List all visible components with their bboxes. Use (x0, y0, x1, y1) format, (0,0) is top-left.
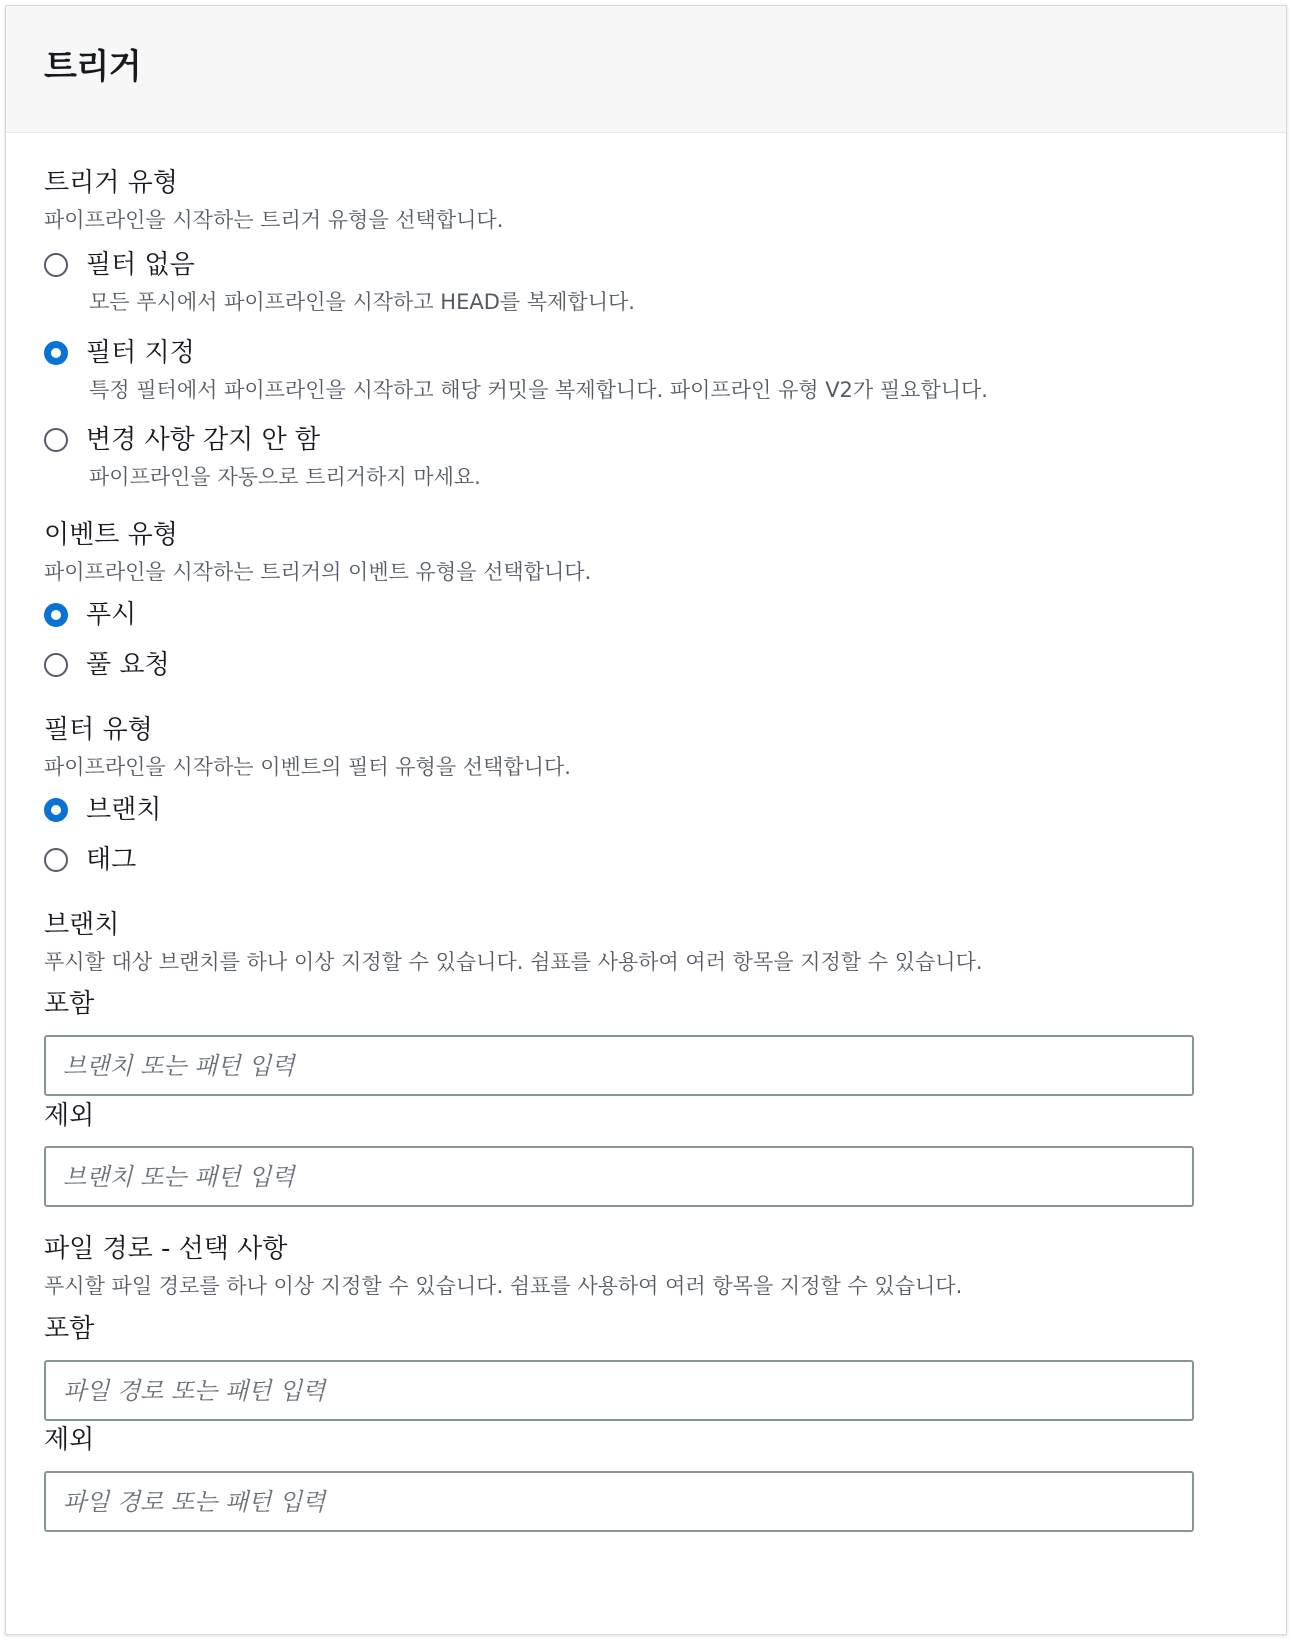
radio-pull-request[interactable] (44, 649, 170, 681)
file-paths-exclude-label: 제외 (44, 1425, 95, 1455)
radio-push[interactable] (44, 599, 136, 631)
radio-specify-filter-label: 필터 지정 (86, 338, 195, 368)
branches-description: 푸시할 대상 브랜치를 하나 이상 지정할 수 있습니다. 쉼표를 사용하여 여러 항목을 지정할 수 있습니다. (44, 950, 983, 974)
radio-no-detect-description: 파이프라인을 자동으로 트리거하지 마세요. (89, 465, 481, 489)
radio-branch-circle[interactable] (44, 798, 68, 822)
radio-specify-filter[interactable] (44, 337, 195, 369)
radio-no-filter-description: 모든 푸시에서 파이프라인을 시작하고 HEAD를 복제합니다. (89, 290, 635, 314)
filter-type-label: 필터 유형 (44, 715, 153, 745)
branches-exclude-input[interactable] (44, 1146, 1194, 1207)
radio-push-label: 푸시 (86, 600, 137, 630)
trigger-type-description: 파이프라인을 시작하는 트리거 유형을 선택합니다. (44, 208, 504, 232)
radio-pull-request-label: 풀 요청 (86, 650, 170, 680)
trigger-panel (5, 5, 1287, 1635)
file-paths-include-input[interactable] (44, 1360, 1194, 1421)
radio-specify-filter-circle[interactable] (44, 341, 68, 365)
trigger-type-label: 트리거 유형 (44, 168, 178, 198)
radio-specify-filter-description: 특정 필터에서 파이프라인을 시작하고 해당 커밋을 복제합니다. 파이프라인 유형 V2가 필요합니다. (89, 378, 988, 402)
branches-include-input[interactable] (44, 1035, 1194, 1096)
branches-include-label: 포함 (44, 989, 95, 1019)
branches-label: 브랜치 (44, 910, 120, 940)
file-paths-description: 푸시할 파일 경로를 하나 이상 지정할 수 있습니다. 쉼표를 사용하여 여러 항목을 지정할 수 있습니다. (44, 1274, 963, 1298)
radio-no-detect-label: 변경 사항 감지 안 함 (86, 425, 320, 455)
panel-header (6, 6, 1286, 133)
radio-no-filter-label: 필터 없음 (86, 250, 195, 280)
radio-branch[interactable] (44, 794, 161, 826)
radio-no-detect-circle[interactable] (44, 428, 68, 452)
radio-tag[interactable] (44, 844, 136, 876)
event-type-label: 이벤트 유형 (44, 520, 178, 550)
file-paths-exclude-input[interactable] (44, 1471, 1194, 1532)
file-paths-include-label: 포함 (44, 1314, 95, 1344)
radio-push-circle[interactable] (44, 603, 68, 627)
event-type-description: 파이프라인을 시작하는 트리거의 이벤트 유형을 선택합니다. (44, 560, 592, 584)
radio-tag-circle[interactable] (44, 848, 68, 872)
radio-pull-request-circle[interactable] (44, 653, 68, 677)
filter-type-description: 파이프라인을 시작하는 이벤트의 필터 유형을 선택합니다. (44, 755, 571, 779)
radio-tag-label: 태그 (86, 845, 137, 875)
radio-branch-label: 브랜치 (86, 795, 162, 825)
file-paths-label: 파일 경로 - 선택 사항 (44, 1234, 288, 1264)
radio-no-filter-circle[interactable] (44, 253, 68, 277)
panel-title: 트리거 (44, 47, 142, 87)
radio-no-filter[interactable] (44, 249, 195, 281)
radio-no-detect[interactable] (44, 424, 320, 456)
branches-exclude-label: 제외 (44, 1101, 95, 1131)
